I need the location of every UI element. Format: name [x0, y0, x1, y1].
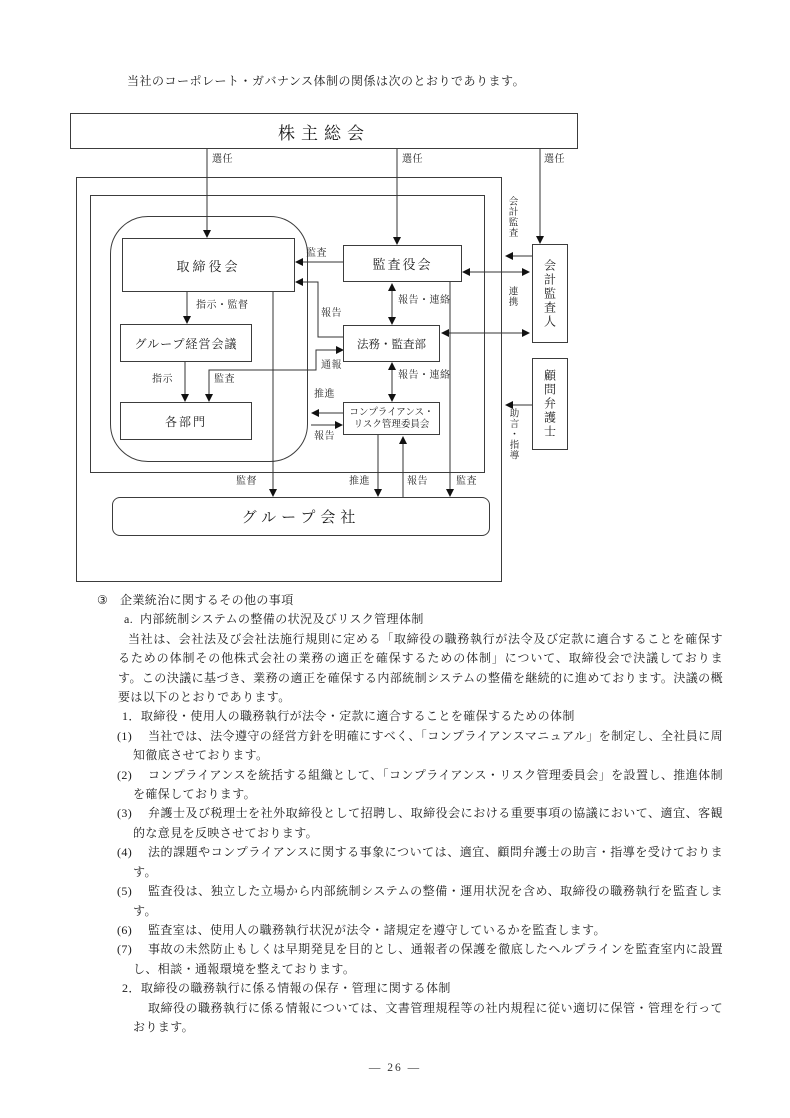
supervise-label: 監督 [236, 476, 257, 487]
audit-departments-label: 監査 [214, 374, 235, 385]
accounting-auditor-box [532, 244, 568, 343]
item2-title: 取締役の職務執行に係る情報の保存・管理に関する体制 [140, 981, 451, 996]
report-contact-label-2: 報告・連絡 [398, 370, 451, 381]
item1-number: 1． [122, 709, 141, 724]
whistleblow-label: 通報 [321, 360, 342, 371]
body-text [97, 591, 723, 1037]
point-6-number: (6) [117, 922, 133, 937]
item2-heading [122, 979, 723, 998]
paragraph-1: 当社は、会社法及び会社法施行規則に定める「取締役の職務執行が法令及び定款に適合することを確保するための体制その他株式会社の業務の適正を確保するための体制」について、取締役会で決議しております。この決議に基づき、業務の適正を確保する内部統制システムの整備を継続的に進めております。決議の概要は以下のとおりであります。 [118, 631, 723, 705]
point-4-text: 法的課題やコンプライアンスに関する事象については、適宜、顧問弁護士の助言・指導を受けております。 [133, 845, 723, 879]
cooperation-label: 連携 [506, 286, 517, 307]
point-2-number: (2) [117, 767, 133, 782]
point-5-number: (5) [117, 884, 133, 899]
report-internal-label: 報告 [314, 431, 335, 442]
board-of-directors-label: 取締役会 [176, 258, 241, 274]
accounting-auditor-label: 会計監査人 [542, 258, 557, 329]
point-4 [117, 843, 723, 882]
point-2 [117, 766, 723, 805]
audit-to-board-label: 監査 [306, 248, 327, 259]
legal-audit-dept-box [343, 325, 440, 362]
report-contact-label-1: 報告・連絡 [398, 295, 451, 306]
point-5-text: 監査役は、独立した立場から内部統制システムの整備・運用状況を含め、取締役の職務執行を監査します。 [133, 884, 723, 918]
appoint-label-1: 選任 [212, 154, 233, 165]
section3-title: 企業統治に関するその他の事項 [120, 593, 294, 607]
point-1-text: 当社では、法令遵守の経営方針を明確にすべく、「コンプライアンスマニュアル」を制定し、全社員に周知徹底させております。 [133, 728, 723, 763]
point-3-text: 弁護士及び税理士を社外取締役として招聘し、取締役会における重要事項の協議において、適宜、客観的な意見を反映させております。 [133, 806, 723, 840]
point-5 [117, 882, 723, 921]
page-number: ― 26 ― [368, 1062, 422, 1074]
advice-guidance-label: 助言・指導 [507, 408, 518, 461]
point-1-number: (1) [117, 728, 133, 743]
report-group-label: 報告 [407, 476, 428, 487]
audit-group-label: 監査 [456, 476, 477, 487]
promote-group-label: 推進 [349, 476, 370, 487]
point-6-text: 監査室は、使用人の職務執行状況が法令・諸規定を遵守しているかを監査します。 [148, 922, 606, 937]
group-companies-box [112, 497, 490, 536]
group-management-meeting-box [120, 324, 252, 362]
point-2-text: コンプライアンスを統括する組織として、「コンプライアンス・リスク管理委員会」を設置し、推進体制を確保しております。 [133, 767, 723, 802]
intro-text: 当社のコーポレート・ガバナンス体制の関係は次のとおりであります。 [127, 74, 526, 88]
sub-a-heading [124, 610, 723, 629]
point-6 [117, 921, 723, 940]
departments-label: 各部門 [164, 414, 207, 429]
legal-audit-dept-label: 法務・監査部 [357, 338, 426, 351]
point-1 [117, 727, 723, 766]
promote-internal-label: 推進 [314, 389, 335, 400]
audit-board-box [343, 245, 462, 282]
advisor-lawyer-box [532, 358, 568, 450]
appoint-label-2: 選任 [402, 154, 423, 165]
group-management-meeting-label: グループ経営会議 [134, 336, 238, 351]
paragraph-2: 取締役の職務執行に係る情報については、文書管理規程等の社内規程に従い適切に保管・管理を行っております。 [133, 1000, 723, 1034]
item1-heading [122, 707, 723, 726]
point-7-text: 事故の未然防止もしくは早期発見を目的とし、通報者の保護を徹底したヘルプラインを監査室内に設置し、相談・通報環境を整えております。 [133, 942, 723, 976]
shareholders-meeting-label: 株主総会 [278, 123, 370, 143]
point-3 [117, 804, 723, 843]
item2-number: 2． [122, 981, 141, 996]
accounting-audit-label: 会計監査 [506, 196, 517, 238]
point-4-number: (4) [117, 845, 133, 860]
section3-number: ③ [97, 593, 109, 607]
compliance-committee-box [343, 402, 440, 435]
item1-title: 取締役・使用人の職務執行が法令・定款に適合することを確保するための体制 [140, 709, 575, 724]
compliance-committee-label: コンプライアンス・リスク管理委員会 [349, 407, 434, 430]
group-companies-label: グループ会社 [241, 510, 361, 526]
advisor-lawyer-label: 顧問弁護士 [542, 369, 557, 439]
board-of-directors-box [122, 238, 295, 292]
shareholders-meeting-box [70, 113, 578, 149]
point-3-number: (3) [117, 806, 133, 821]
sub-a-number: a. [124, 612, 134, 627]
departments-box [120, 402, 252, 440]
instruct-label: 指示 [152, 374, 173, 385]
audit-board-label: 監査役会 [372, 257, 433, 272]
point-7 [117, 940, 723, 979]
report-to-board-label: 報告 [321, 308, 342, 319]
point-7-number: (7) [117, 942, 133, 957]
sub-a-title: 内部統制システムの整備の状況及びリスク管理体制 [140, 612, 424, 627]
instruct-supervise-label: 指示・監督 [196, 300, 249, 311]
appoint-label-3: 選任 [544, 154, 565, 165]
